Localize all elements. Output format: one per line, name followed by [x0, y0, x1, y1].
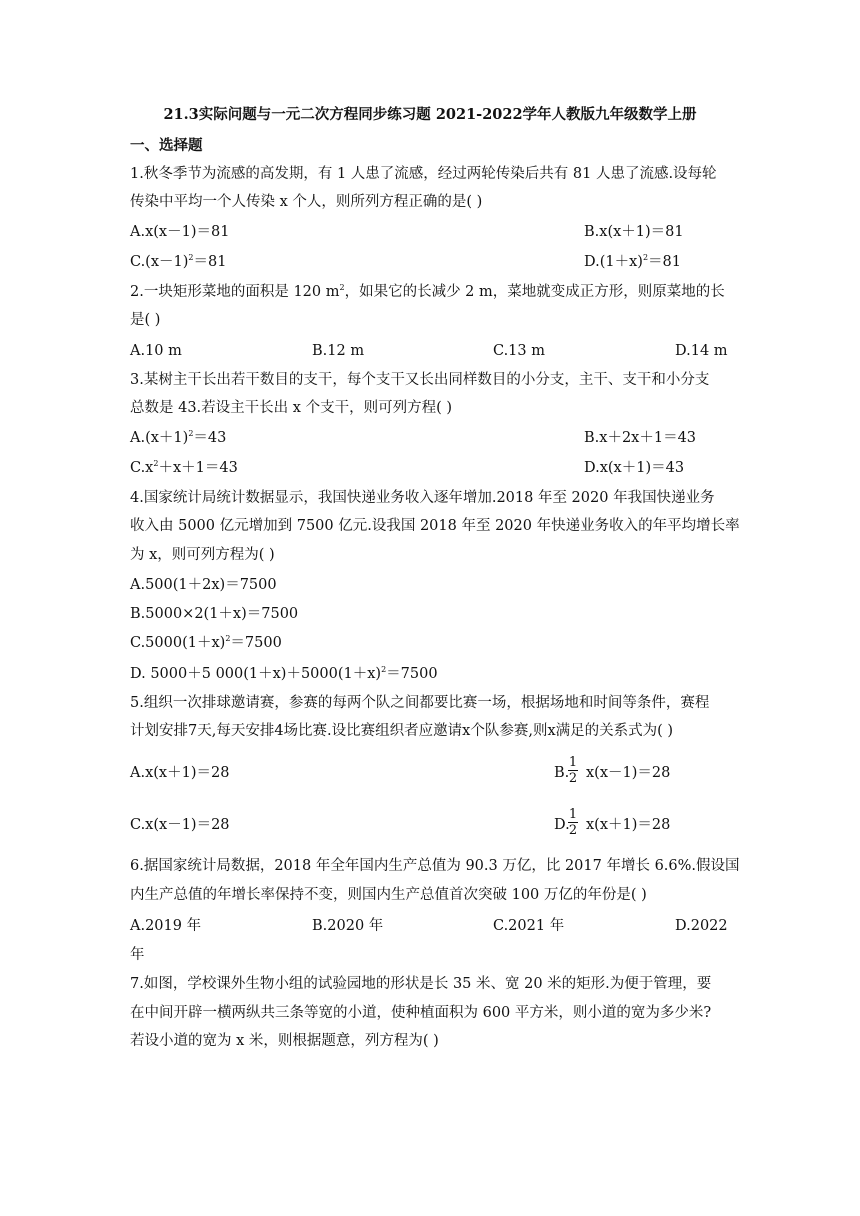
question-6-stem-line-2: 内生产总值的年增长率保持不变，则国内生产总值首次突破 100 万亿的年份是( ): [130, 887, 647, 903]
fraction-numerator: 1: [568, 807, 578, 822]
question-3-option-c: $C.x^2+x+1=43$: [130, 459, 238, 476]
question-3-option-b: B.x＋2x＋1＝43: [584, 430, 697, 446]
question-6-option-d-wrap: 年: [130, 947, 145, 963]
question-5-option-b-expression: x(x－1)＝28: [586, 765, 671, 781]
question-4-stem-line-1: 4.国家统计局统计数据显示，我国快递业务收入逐年增加.2018 年至 2020 年我国快递业务: [130, 490, 715, 506]
question-2-stem-line-1: 2.一块矩形菜地的面积是 120 $m^2$，如果它的长减少 2 m，菜地就变成正方形，则原菜地的长: [130, 283, 725, 300]
section-heading: 一、选择题: [130, 137, 203, 154]
question-6-stem-line-1: 6.据国家统计局数据，2018 年全年国内生产总值为 90.3 万亿，比 2017 年增长 6.6%.假设国: [130, 858, 740, 874]
question-4-option-b: B.5000×2(1＋x)＝7500: [130, 606, 299, 622]
fraction-numerator: 1: [568, 755, 578, 770]
question-6-option-d: D.2022: [675, 918, 728, 934]
question-2-option-a: A.10 m: [130, 343, 182, 359]
question-5-option-c: C.x(x－1)＝28: [130, 817, 230, 833]
question-2-option-c: C.13 m: [493, 343, 545, 359]
question-4-option-a: A.500(1＋2x)＝7500: [130, 577, 277, 593]
question-5-option-d-label: D.: [554, 817, 570, 833]
question-5-stem-line-1: 5.组织一次排球邀请赛，参赛的每两个队之间都要比赛一场，根据场地和时间等条件，赛程: [130, 695, 710, 711]
question-1-option-d: $D.(1+x)^2=81$: [584, 253, 681, 270]
question-3-option-d: D.x(x＋1)＝43: [584, 460, 685, 476]
question-2-stem-line-2: 是( ): [130, 312, 161, 328]
question-4-option-c: $C.5000(1+x)^2=7500$: [130, 634, 282, 651]
question-5-option-b-fraction: [568, 755, 578, 786]
question-1-option-c: $C.(x-1)^2=81$: [130, 253, 227, 270]
question-1-stem-line-1: 1.秋冬季节为流感的高发期，有 1 人患了流感，经过两轮传染后共有 81 人患了流感.设每轮: [130, 166, 717, 182]
question-7-stem-line-2: 在中间开辟一横两纵共三条等宽的小道，使种植面积为 600 平方米，则小道的宽为多少米?: [130, 1005, 712, 1021]
question-4-stem-line-3: 为 x，则可列方程为( ): [130, 547, 275, 563]
question-6-option-c: C.2021 年: [493, 918, 565, 934]
question-3-option-a: $A.(x+1)^2=43$: [130, 429, 227, 446]
question-5-option-d-fraction: [568, 807, 578, 838]
question-7-stem-line-1: 7.如图，学校课外生物小组的试验园地的形状是长 35 米、宽 20 米的矩形.为便于管理，要: [130, 976, 712, 992]
question-5-option-d-expression: x(x＋1)＝28: [586, 817, 671, 833]
question-3-stem-line-2: 总数是 43.若设主干长出 x 个支干，则可列方程( ): [130, 400, 452, 416]
question-5-option-a: A.x(x＋1)＝28: [130, 765, 230, 781]
question-2-option-d: D.14 m: [675, 343, 728, 359]
question-7-stem-line-3: 若设小道的宽为 x 米，则根据题意，列方程为( ): [130, 1033, 439, 1049]
question-2-option-b: B.12 m: [312, 343, 365, 359]
fraction-denominator: 2: [568, 771, 578, 786]
question-1-stem-line-2: 传染中平均一个人传染 x 个人，则所列方程正确的是( ): [130, 194, 483, 210]
document-title: 21.3实际问题与一元二次方程同步练习题 2021-2022学年人教版九年级数学上册: [163, 106, 697, 123]
question-1-option-b: B.x(x＋1)＝81: [584, 224, 684, 240]
question-4-option-d: D. 5000＋5 $000(1+x)+5000(1+x)^2=7500$: [130, 665, 438, 682]
question-1-option-a: A.x(x－1)＝81: [130, 224, 230, 240]
question-4-stem-line-2: 收入由 5000 亿元增加到 7500 亿元.设我国 2018 年至 2020 年快递业务收入的年平均增长率: [130, 518, 740, 534]
fraction-denominator: 2: [568, 823, 578, 838]
question-3-stem-line-1: 3.某树主干长出若干数目的支干，每个支干又长出同样数目的小分支，主干、支干和小分支: [130, 372, 710, 388]
question-5-stem-line-2: 计划安排7天,每天安排4场比赛.设比赛组织者应邀请x个队参赛,则x满足的关系式为( ): [130, 723, 674, 739]
question-6-option-b: B.2020 年: [312, 918, 384, 934]
question-6-option-a: A.2019 年: [130, 918, 202, 934]
question-5-option-b-label: B.: [554, 765, 570, 781]
